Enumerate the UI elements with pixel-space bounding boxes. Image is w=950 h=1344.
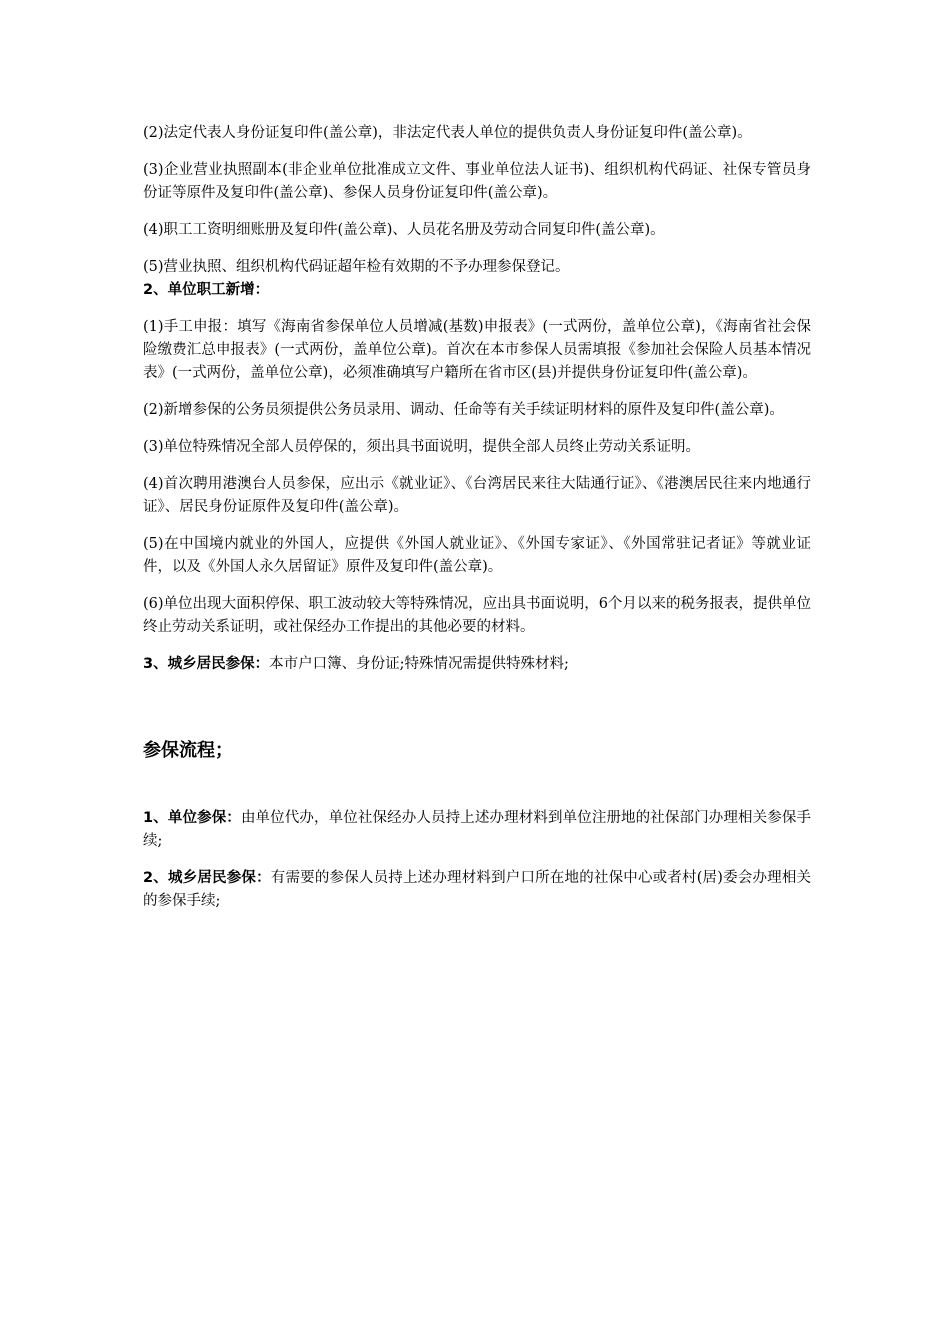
resident-materials-text: 本市户口簿、身份证;特殊情况需提供特殊材料;	[269, 656, 569, 672]
new-staff-item-4: (4)首次聘用港澳台人员参保，应出示《就业证》、《台湾居民来往大陆通行证》、《港澳居民往来内地通行证》、居民身份证原件及复印件(盖公章)。	[143, 476, 811, 515]
process-item-resident-text: 有需要的参保人员持上述办理材料到户口所在地的社保中心或者村(居)委会办理相关的参保手续;	[143, 870, 812, 909]
material-item-2: (2)法定代表人身份证复印件(盖公章)，非法定代表人单位的提供负责人身份证复印件(盖公章)。	[143, 125, 752, 141]
material-item-3: (3)企业营业执照副本(非企业单位批准成立文件、事业单位法人证书)、组织机构代码证、社保专管员身份证等原件及复印件(盖公章)、参保人员身份证复印件(盖公章)。	[143, 162, 811, 201]
new-staff-item-6: (6)单位出现大面积停保、职工波动较大等特殊情况，应出具书面说明，6个月以来的税务报表，提供单位终止劳动关系证明，或社保经办工作提出的其他必要的材料。	[143, 596, 811, 635]
process-item-resident-label: 2、城乡居民参保：	[143, 870, 271, 886]
process-item-resident	[143, 867, 811, 913]
resident-materials	[143, 653, 811, 676]
material-item-5: (5)营业执照、组织机构代码证超年检有效期的不予办理参保登记。	[143, 259, 570, 275]
process-item-unit-label: 1、单位参保：	[143, 810, 241, 826]
material-item-4: (4)职工工资明细账册及复印件(盖公章)、人员花名册及劳动合同复印件(盖公章)。	[143, 222, 665, 238]
section-heading-new-staff: 2、单位职工新增：	[143, 282, 270, 298]
new-staff-item-3: (3)单位特殊情况全部人员停保的，须出具书面说明，提供全部人员终止劳动关系证明。	[143, 439, 701, 455]
process-item-unit-text: 由单位代办，单位社保经办人员持上述办理材料到单位注册地的社保部门办理相关参保手续;	[143, 810, 811, 849]
document-page	[143, 122, 811, 913]
new-staff-item-5: (5)在中国境内就业的外国人，应提供《外国人就业证》、《外国专家证》、《外国常驻记者证》等就业证件，以及《外国人永久居留证》原件及复印件(盖公章)。	[143, 536, 811, 575]
process-heading: 参保流程；	[143, 740, 233, 761]
new-staff-item-2: (2)新增参保的公务员须提供公务员录用、调动、任命等有关手续证明材料的原件及复印件(盖公章)。	[143, 402, 784, 418]
resident-materials-label: 3、城乡居民参保：	[143, 656, 270, 672]
new-staff-item-1: (1)手工申报：填写《海南省参保单位人员增减(基数)申报表》(一式两份，盖单位公章)，《海南省社会保险缴费汇总申报表》(一式两份，盖单位公章)。首次在本市参保人员需填报《参加社会保险人员基本情况表》(一式两份，盖单位公章)，必须准确填写户籍所在省市区(县)并提供身份证复印件(盖公章)。	[143, 319, 811, 381]
process-item-unit	[143, 807, 811, 853]
